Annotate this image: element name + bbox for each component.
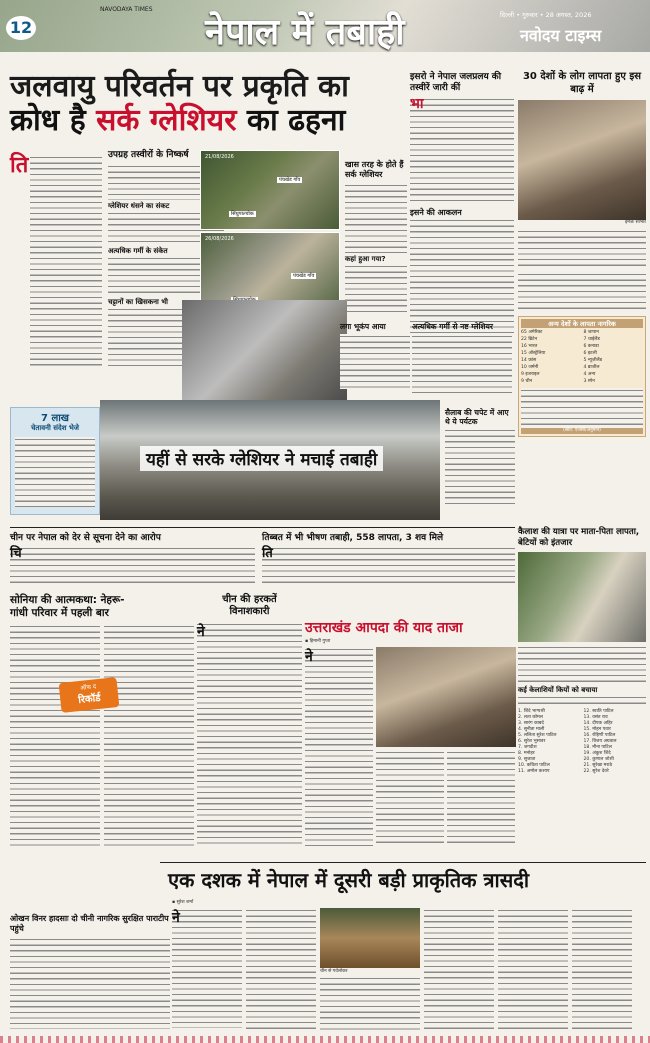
strip-left-headline: चीन पर नेपाल को देर से सूचना देने का आरोप: [10, 533, 161, 543]
kailash-name: 6. सुरेश भुसावर: [518, 739, 546, 744]
strip-mid-headline: तिब्बत में भी भीषण तबाही, 558 लापता, 3 शव मिले: [262, 533, 444, 543]
kailash-name: 2. लता कोमल: [518, 715, 543, 720]
strip-left-dropcap: चि: [10, 546, 22, 561]
country-entry: 16 भारत: [521, 344, 538, 349]
china-dropcap: ने: [197, 624, 205, 640]
page-number: 12: [6, 16, 36, 40]
sonia-story: [10, 594, 195, 856]
uttarakhand-byline: ▪ हिमानी गुप्ता: [305, 639, 331, 644]
country-entry: 10 जर्मनी: [521, 365, 539, 370]
country-entry: 65 अमेरिका: [521, 330, 543, 335]
glacier-banner-photo: [100, 400, 440, 520]
country-entry: 5 न्यूजीलैंड: [583, 358, 603, 363]
tourists-headline: सैलाब की चपेट में आए थे ये पर्यटक: [445, 408, 509, 426]
strip-mid-dropcap: ति: [262, 546, 273, 561]
kailash-name: 8. मनोहर: [518, 751, 535, 756]
off-the-record-badge: [59, 677, 120, 713]
uttarakhand-rescue-photo: [376, 647, 516, 747]
lead-headline-highlight: सर्क ग्लेशियर: [96, 103, 237, 138]
kailash-name: 13. वसंत राव: [583, 715, 608, 720]
footer-dots: [0, 1036, 650, 1043]
hot-story: [412, 322, 512, 402]
map-story-title: उपग्रह तस्वीरों के निष्कर्ष: [108, 150, 189, 160]
country-entry: 6 इटली: [583, 351, 597, 356]
map-label-3: पंचखेड गाँव: [293, 273, 315, 279]
source-tag: (स्रोत: एजेंसी/अनुमान): [521, 428, 643, 434]
masthead: नवोदय टाइम्स: [520, 26, 602, 45]
kailash-name: 21. सुरेखा मराठे: [583, 763, 613, 768]
kailash-name: 9. सुजाता: [518, 757, 536, 762]
lead-headline: [10, 70, 408, 138]
kailash-name: 18. मीना पाटिल: [583, 745, 612, 750]
warning-box-label: चेतावनी संदेश भेजे: [30, 424, 80, 432]
decade-photo-caption: चीन से गर्वलोकर: [320, 969, 348, 974]
kailash-name: 5. ललिता सुरेश पाटिल: [518, 733, 557, 738]
kailash-story: [518, 527, 646, 862]
china-late-story: [10, 530, 255, 588]
kailash-name: 19. अंकुश शिंदे: [583, 751, 611, 756]
bottom-headline: एक दशक में नेपाल में दूसरी बड़ी प्राकृतिक त्रासदी: [168, 868, 530, 892]
country-entry: 4 ब्राजील: [583, 365, 600, 370]
country-entry: 8 जापान: [583, 330, 599, 335]
satellite-map-before: [200, 150, 340, 230]
cirque-title: खास तरह के होते हैं सर्क ग्लेशियर: [345, 160, 404, 179]
kailash-name: 12. स्वाति पाटिल: [583, 709, 614, 714]
badge-top: ऑफ द: [79, 683, 97, 692]
kailash-name: 16. रोहिणी पाटिल: [583, 733, 616, 738]
missing-box-title: अन्य देशों के लापता नागरिक: [521, 319, 643, 328]
country-entry: 7 थाईलैंड: [583, 337, 600, 342]
country-entry: 3 स्पेन: [583, 379, 595, 384]
badge-bottom: रिकॉर्ड: [77, 692, 102, 707]
lead-body-text: [30, 155, 102, 370]
uttarakhand-dropcap: ने: [305, 649, 313, 665]
map-subhead-3: चट्टानों का खिसकना भी: [108, 298, 168, 306]
kailash-name: 1. शिंदे भाग्यश्री: [518, 709, 545, 714]
kailash-name: 4. सुनीता माली: [518, 727, 545, 732]
banner-caption: यहीं से सरके ग्लेशियर ने मचाई तबाही: [140, 446, 383, 471]
country-entry: 9 चीन: [521, 379, 533, 384]
paper-small-name: NAVODAYA TIMES: [100, 6, 153, 13]
glacier-mountain-photo: [182, 300, 347, 400]
map-label-2: सिंधुपाल्चोक: [231, 211, 254, 217]
map-subhead-4: कहां हुआ गया?: [345, 255, 386, 263]
lead-headline-part-a: क्रोध है: [10, 103, 97, 138]
country-entry: 22 ब्रिटेन: [521, 337, 538, 342]
kailash-name: 15. मोहन पवार: [583, 727, 611, 732]
decade-dropcap: ने: [172, 910, 180, 926]
kailash-name: 3. सारंग काबदे: [518, 721, 544, 726]
country-entry: 15 ऑस्ट्रेलिया: [521, 351, 546, 356]
china-headline-2: विनाशकारी: [229, 606, 270, 617]
country-entry: 14 फ्रांस: [521, 358, 537, 363]
decade-byline: ▪ सुरेश शर्मा: [172, 900, 194, 905]
missing-countries-box: [518, 316, 646, 437]
country-entry: 4 अन्य: [583, 372, 596, 377]
lead-headline-part-c: का ढहना: [236, 103, 346, 138]
okhan-story: [10, 914, 170, 1034]
map-label-1: पंचखेड गाँव: [279, 177, 301, 183]
isro-dropcap: भा: [410, 96, 424, 112]
kailash-name: 22. सुरेश देवरे: [583, 769, 609, 774]
country-entry: 9 इजराइल: [521, 372, 540, 377]
photo-credit: इमेजः साभार: [625, 220, 646, 225]
decade-story: [172, 900, 646, 1035]
map-subhead-2: अत्यधिक गर्मी के संकेत: [108, 247, 168, 255]
sonia-headline-2: गांधी परिवार में पहली बार: [10, 607, 109, 619]
kailash-headline: कैलाश की यात्रा पर माता-पिता लापता, बेटियों को इंतजार: [518, 527, 640, 548]
country-entry: 6 कनाडा: [583, 344, 599, 349]
warning-box-count: 7 लाख: [41, 413, 69, 424]
okhan-headline: ओखन विनर हादसाः दो चीनी नागरिक सुरक्षित पाराटीप पहुंचे: [10, 914, 169, 933]
isro-subhead: इसने की आकलन: [410, 208, 462, 217]
lead-dropcap: ति: [10, 153, 29, 178]
map-date-2: 26/08/2026: [205, 236, 234, 242]
uttarakhand-headline: उत्तराखंड आपदा की याद ताजा: [305, 620, 463, 636]
china-headline-1: चीन की हरकतें: [222, 594, 277, 605]
date-line: दिल्ली • गुरुवार • 28 अगस्त, 2026: [500, 11, 592, 19]
crying-woman-photo: [518, 100, 646, 220]
kailash-name: 10. कविता पाटिल: [518, 763, 550, 768]
uttarakhand-story: [305, 618, 517, 858]
kailash-family-photo: [518, 552, 646, 642]
china-story: [197, 594, 302, 856]
lead-headline-line1: जलवायु परिवर्तन पर प्रकृति का: [10, 69, 349, 104]
warning-box: [10, 407, 100, 515]
quake-story: [340, 322, 410, 392]
kailash-subhead: कई केलाशियों कियों को बचाया: [518, 686, 598, 694]
kailash-name: 14. दीपक अहिर: [583, 721, 613, 726]
kailash-name: 20. कुणाल जोशी: [583, 757, 614, 762]
kailash-name: 7. जगदीश: [518, 745, 537, 750]
kailash-name: 17. विजय अग्रवाल: [583, 739, 617, 744]
sonia-headline-1: सोनिया की आत्मकथा: नेहरू-: [10, 594, 125, 606]
decade-photo: [320, 908, 420, 968]
missing-countries-story: [518, 70, 646, 520]
quake-headline: लगा भूकंप आया: [340, 322, 386, 331]
tourists-story: [445, 408, 515, 518]
isro-headline: इसरो ने नेपाल जलप्रलय की तस्वीरें जारी कीं: [410, 72, 502, 93]
map-date-1: 21/08/2026: [205, 154, 234, 160]
cirque-story: [345, 160, 407, 320]
tibet-story: [262, 530, 515, 588]
hot-headline: अत्यधिक गर्मी से नष्ट ग्लेशियर: [412, 322, 493, 331]
map-subhead-1: ग्लेशियर धंसने का संकट: [108, 202, 170, 210]
page-title: नेपाल में तबाही: [205, 12, 405, 53]
kailash-name: 11. अमोल कश्यप: [518, 769, 550, 774]
missing-headline: 30 देशों के लोग लापता हुए इस बाढ़ में: [522, 71, 642, 95]
